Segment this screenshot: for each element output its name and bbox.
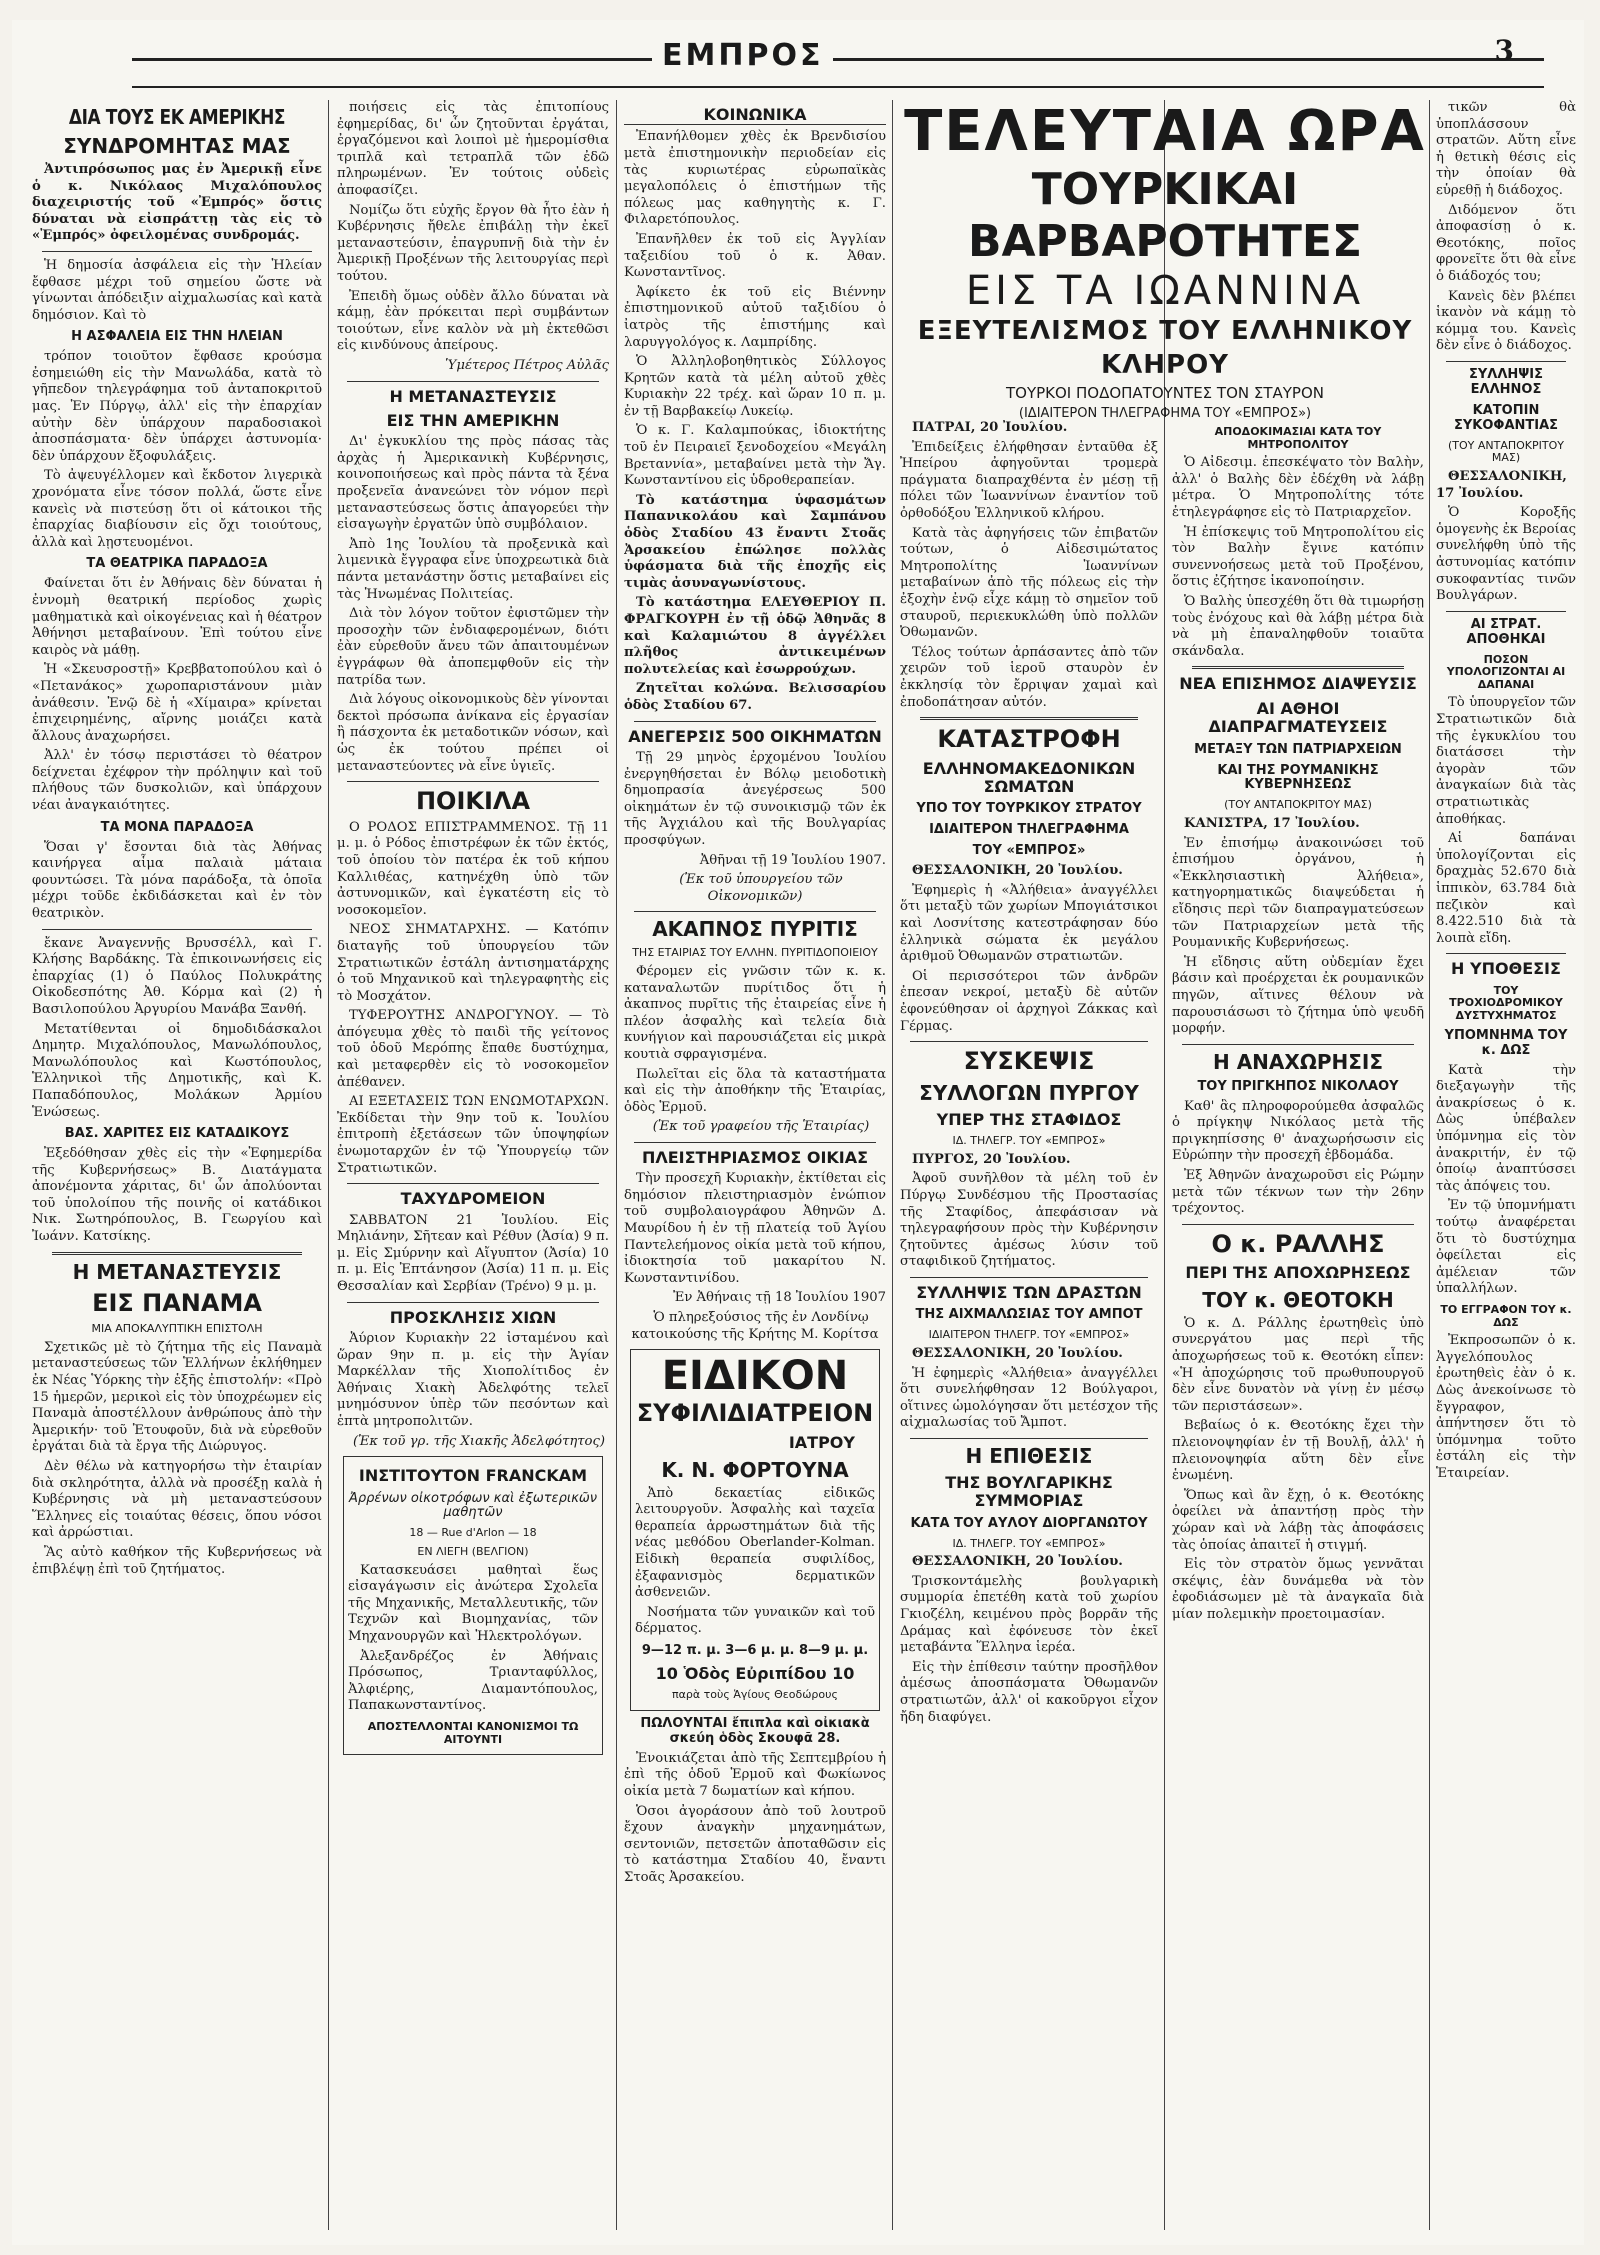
article-paragraph: Δι' ἐγκυκλίου της πρὸς πάσας τὰς ἀρχὰς ἡ Ἀμερικανικὴ Κυβέρνησις, κοινοποιήσεως καὶ πρὸς πάντα τὰ ξένα προξενεῖα ἀνανεώνει τὸν νόμον περὶ μεταναστεύσεως ὅστις ἀπαγορεύει τὴν εἰσαγωγὴν ἐργατῶν ὑπὸ συμβόλαιον. <box>337 434 609 533</box>
dateline: ΘΕΣΣΑΛΟΝΙΚΗ, 20 Ἰουλίου. <box>912 1554 1123 1570</box>
article-paragraph: Τὸ κατάστημα ΕΛΕΥΘΕΡΙΟΥ Π. ΦΡΑΓΚΟΥΡΗ ἐν τῇ ὁδῷ Ἀθηνᾶς 8 καὶ Καλαμιώτου 8 ἀγγέλλει πλῆθος ἀντικειμένων πολυτελείας καὶ ἐσωρρούχων. <box>624 595 886 677</box>
article-paragraph: Τὴν προσεχῆ Κυριακὴν, ἐκτίθεται εἰς δημόσιον πλειστηριασμὸν ἐνώπιον τοῦ συμβολαιογράφου Ἀθηνῶν Δ. Μαυρίδου ἡ ἐν τῇ πλατείᾳ τοῦ Ἁγίου Παντελεήμονος οἰκία μετὰ τοῦ κήπου, ἰδιοκτησία τοῦ μακαρίτου Ν. Κωνσταντινίδου. <box>624 1171 886 1286</box>
article-heading: ΑΚΑΠΝΟΣ ΠΥΡΙΤΙΣ <box>652 917 858 942</box>
divider <box>634 1142 876 1143</box>
article-heading: ΣΥΛΛΗΨΙΣ ΤΩΝ ΔΡΑΣΤΩΝ <box>916 1283 1142 1302</box>
article-heading: ΒΑΣ. ΧΑΡΙΤΕΣ ΕΙΣ ΚΑΤΑΔΙΚΟΥΣ <box>64 1126 290 1142</box>
article-paragraph: Ἀντιπρόσωπος μας ἐν Ἀμερικῇ εἶνε ὁ κ. Νικόλαος Μιχαλόπουλος διαχειριστής τοῦ «Ἐμπρός» ὅστις δύναται νὰ εἰσπράττῃ τὰς εἰς τὸ «Ἐμπρός» ὀφειλομένας συνδρομάς. <box>32 162 322 244</box>
divider <box>634 911 876 912</box>
article-heading: Η ΥΠΟΘΕΣΙΣ <box>1451 959 1561 979</box>
masthead-rule <box>132 58 1544 61</box>
article-heading: Η ΑΣΦΑΛΕΙΑ ΕΙΣ ΤΗΝ ΗΛΕΙΑΝ <box>71 329 283 345</box>
article-paragraph: Κατὰ τὰς ἀφηγήσεις τῶν ἐπιβατῶν τούτων, ὁ Αἰδεσιμώτατος Μητροπολίτης Ἰωαννίνων μεταβαίνων ἀπὸ τῆς πόλεως εἰς τὴν ἐξοχὴν ἐνῷ εἶχε κάμῃ τὸ σημεῖον τοῦ σταυροῦ, περιεκυκλώθη ὑπὸ πολλῶν Ὀθωμανῶν. <box>900 525 1158 641</box>
dateline: ΠΑΤΡΑΙ, 20 Ἰουλίου. <box>912 420 1068 435</box>
divider <box>42 251 312 252</box>
article-paragraph: Καθ' ἃς πληροφορούμεθα ἀσφαλῶς ὁ πρίγκηψ Νικόλαος μετὰ τῆς πριγκηπίσσης θ' ἀναχωρήσωσιν εἰς Εὐρώπην τὴν προσεχῆ ἑβδομάδα. <box>1172 1098 1424 1164</box>
ad-paragraph: Ἀπὸ δεκαετίας εἰδικῶς λειτουργοῦν. Ἀσφαλὴς καὶ ταχεῖα θεραπεία ἀρρωστημάτων διὰ τῆς νέας μεθόδου Oberlander-Kolman. Εἰδικὴ θεραπεία συφιλίδος, ἐξαφανισμὸς δερματικῶν ἀσθενειῶν. <box>635 1485 875 1601</box>
article-paragraph: τρόπον τοιοῦτον ἔφθασε κρούσμα ἐσημειώθη εἰς τὴν Μανωλάδα, κατὰ τὸ γῆπεδον τηλεγράφημα τοῦ ἀνταποκριτοῦ μας. Ἐν Πύργῳ, ἀλλ' εἰς τὴν ἐπαρχίαν αὐτὴν δὲν ὑπάρχουν παραδοσιακοὶ ἀποσπάσματα· δὲν ὑπάρχει ἀστυνομία· δὲν ὑπάρχουν ἔξοφυλάξεις. <box>32 349 322 464</box>
classified-paragraph: Ὁσοι ἀγοράσουν ἀπὸ τοῦ λουτροῦ ἔχουν ἀναγκὴν μηχανημάτων, σεντονιῶν, πετσετῶν ἀποταθῶσιν εἰς τὸ κατάστημα Σταδίου 40, ἔναντι Στοᾶς Ἀρσακείου. <box>624 1803 886 1885</box>
article-heading: ΣΥΝΔΡΟΜΗΤΑΣ ΜΑΣ <box>63 134 291 158</box>
article-paragraph: Ἀφίκετο ἐκ τοῦ εἰς Βιέννην ἐπιστημονικοῦ αὐτοῦ ταξιδίου ὁ ἰατρὸς τῆς ἐπιστήμης καὶ λαρυγγολόγος κ. Λαμπρίδης. <box>624 284 886 350</box>
divider <box>1446 361 1566 362</box>
article-paragraph: Ἡ ἐπίσκεψις τοῦ Μητροπολίτου εἰς τὸν Βαλὴν ἔγινε κατόπιν συνεννοήσεως μετὰ τοῦ Προξένου, ὅστις ἐζήτησε ἱκανοποίησιν. <box>1172 524 1424 590</box>
article-paragraph: Ἐπανῆλθεν ἐκ τοῦ εἰς Ἀγγλίαν ταξειδίου τοῦ ὁ κ. Ἀθαν. Κωνσταντῖνος. <box>624 231 886 281</box>
article-heading: ΠΡΟΣΚΛΗΣΙΣ ΧΙΩΝ <box>389 1307 557 1327</box>
article-paragraph: Εἰς τὴν ἐπίθεσιν ταύτην προσῆλθον ἀμέσως ἀποσπάσματα Ὀθωμανῶν στρατιωτῶν, ἀλλ' οἱ κακοῦργοι εἶχον ἤδη διαφύγει. <box>900 1659 1158 1725</box>
article-paragraph: Ὁ Ἀλληλοβοηθητικὸς Σύλλογος Κρητῶν κατὰ τὰ μέλη αὐτοῦ χθὲς Κυριακὴν 22 τρέχ. καὶ ὥραν 10 π. μ. ἐν τῇ Βαρβακείῳ Λυκείῳ. <box>624 354 886 419</box>
column-5 <box>1172 420 1424 2230</box>
article-paragraph: Ἐκπροσωπῶν ὁ κ. Ἀγγελόπουλος ἐρωτηθεὶς ἐὰν ὁ κ. Δὼς ἀνεκοίνωσε τὸ ἔγγραφον, ἀπήντησεν ὅτι τὸ ὑπόμνημα τοῦτο ἐστάλη εἰς τὴν Ἑταιρείαν. <box>1436 1333 1576 1481</box>
article-heading: ΔΙΑ ΤΟΥΣ ΕΚ ΑΜΕΡΙΚΗΣ <box>68 105 286 129</box>
divider <box>1446 953 1566 954</box>
article-paragraph: Τῇ 29 μηνὸς ἐρχομένου Ἰουλίου ἐνεργηθήσεται ἐν Βόλῳ μειοδοτικὴ δημοπρασία ἀνεγέρσεως 500 οἰκημάτων ἐν τῷ συνοικισμῷ τῶν ἐκ τῆς Ἀγχιάλου καὶ τῆς Βουλγαρίας προσφύγων. <box>624 749 886 848</box>
article-subheading: ΤΟΥ ΠΡΙΓΚΗΠΟΣ ΝΙΚΟΛΑΟΥ <box>1197 1078 1399 1094</box>
divider <box>347 1183 599 1184</box>
dateline: ΘΕΣΣΑΛΟΝΙΚΗ, 20 Ἰουλίου. <box>912 1345 1123 1361</box>
article-heading: Η ΕΠΙΘΕΣΙΣ <box>965 1443 1093 1468</box>
divider <box>1182 1044 1414 1045</box>
ad-heading: ΙΝΣΤΙΤΟΥΤΟΝ FRANCKAM <box>358 1466 588 1486</box>
headline-deck: ΕΞΕΥΤΕΛΙΣΜΟΣ ΤΟΥ ΕΛΛΗΝΙΚΟΥ ΚΛΗΡΟΥ <box>917 316 1413 380</box>
article-heading: ΕΙΣ ΤΗΝ ΑΜΕΡΙΚΗΝ <box>386 410 560 430</box>
advertisement <box>343 1456 603 1755</box>
ad-heading-2: ΣΥΦΙΛΙΔΙΑΤΡΕΙΟΝ <box>636 1399 874 1428</box>
divider <box>347 1302 599 1303</box>
article-credit: ΙΔΙΑΙΤΕΡΟΝ ΤΗΛΕΓΡ. ΤΟΥ «ΕΜΠΡΟΣ» <box>928 1328 1130 1342</box>
headline-deck-2: ΤΟΥΡΚΟΙ ΠΟΔΟΠΑΤΟΥΝΤΕΣ ΤΟΝ ΣΤΑΥΡΟΝ <box>1005 384 1325 402</box>
article-subheading: ΠΟΣΟΝ ΥΠΟΛΟΓΙΖΟΝΤΑΙ ΑΙ ΔΑΠΑΝΑΙ <box>1446 652 1566 691</box>
article-heading: Ο κ. ΡΑΛΛΗΣ <box>1211 1229 1385 1258</box>
article-paragraph: Διδόμενον ὅτι ἀποφασίσῃ ὁ κ. Θεοτόκης, ποῖος φρονεῖτε ὅτι θὰ εἶνε ὁ διάδοχός του; <box>1436 202 1576 284</box>
article-credit: (ΤΟΥ ΑΝΤΑΠΟΚΡΙΤΟΥ ΜΑΣ) <box>1448 438 1564 465</box>
article-subheading: ΤΟΥ κ. ΘΕΟΤΟΚΗ <box>1202 1287 1394 1312</box>
article-heading: ΑΙ ΣΤΡΑΤ. ΑΠΟΘΗΚΑΙ <box>1466 616 1546 647</box>
divider <box>42 929 312 930</box>
article-paragraph: Τὸ ὑπουργεῖον τῶν Στρατιωτικῶν διὰ τῆς ἐγκυκλίου του διατάσσει τὴν ἀγορὰν τῶν ἀναγκαίων διὰ τὰς στρατιωτικὰς ἀποθήκας. <box>1436 695 1576 827</box>
column-6 <box>1436 100 1576 2230</box>
dateline: ΘΕΣΣΑΛΟΝΙΚΗ, 20 Ἰουλίου. <box>912 863 1123 879</box>
masthead <box>12 20 1584 90</box>
ad-paragraph: Κατασκευάσει μαθηταὶ ἕως εἰσαγάγωσιν εἰς ἀνώτερα Σχολεῖα τῆς Μηχανικῆς, Μεταλλευτικῆς, τῶν Τεχνῶν καὶ Βιομηχανίας, τῶν Μηχανουργῶν καὶ Ἠλεκτρολόγων. <box>348 1562 598 1645</box>
divider <box>347 381 599 382</box>
article-paragraph: Διὰ λόγους οἰκονομικοὺς δὲν γίνονται δεκτοὶ πρόσωπα ἀνίκανα εἰς ἐργασίαν ἢ πάσχοντα ἐκ μεταδοτικῶν νόσων, καὶ ὡς ἐκ τούτου πρέπει οἱ μεταναστεύοντες νὰ εἶνε ὑγιεῖς. <box>337 692 609 774</box>
column-4 <box>900 420 1158 2230</box>
article-heading: ΣΥΣΚΕΨΙΣ <box>963 1047 1095 1076</box>
article-paragraph: Ἡ δημοσία ἀσφάλεια εἰς τὴν Ἠλείαν ἔφθασε μέχρι τοῦ σημείου ὥστε νὰ γίνωνται ἀπόδειξιν αἰχμαλωσίας καὶ κατὰ δημόσιον. Καὶ τὸ <box>32 257 322 323</box>
column-3 <box>624 100 886 2230</box>
article-heading: ΣΥΛΛΗΨΙΣ ΕΛΛΗΝΟΣ <box>1468 366 1544 397</box>
column-rule <box>892 100 893 2230</box>
article-heading: ΕΛΛΗΝΟΜΑΚΕΔΟΝΙΚΩΝ ΣΩΜΑΤΩΝ <box>922 758 1136 797</box>
article-paragraph: Ἡ ἐφημερὶς «Ἀλήθεια» ἀναγγέλλει ὅτι συνελήφθησαν 12 Βούλγαροι, οἵτινες ὡμολόγησαν ὅτι μετέσχον τῆς αἰχμαλωσίας τοῦ Ἄμποτ. <box>900 1365 1158 1431</box>
article-credit: ΙΔ. ΤΗΛΕΓΡ. ΤΟΥ «ΕΜΠΡΟΣ» <box>952 1536 1106 1550</box>
article-heading: ΝΕΑ ΕΠΙΣΗΜΟΣ ΔΙΑΨΕΥΣΙΣ <box>1179 674 1417 694</box>
column-2 <box>337 100 609 2230</box>
article-paragraph: Πωλεῖται εἰς ὅλα τὰ καταστήματα καὶ εἰς τὴν ἀποθήκην τῆς Ἑταιρίας, ὁδὸς Ἑρμοῦ. <box>624 1066 886 1115</box>
article-heading: ΑΠΟΔΟΚΙΜΑΣΙΑΙ ΚΑΤΑ ΤΟΥ ΜΗΤΡΟΠΟΛΙΤΟΥ <box>1214 425 1382 451</box>
divider <box>1192 666 1404 669</box>
masthead-rule-bottom <box>132 86 1544 88</box>
article-paragraph: ΝΕΟΣ ΣΗΜΑΤΑΡΧΗΣ. — Κατόπιν διαταγῆς τοῦ ὑπουργείου τῶν Στρατιωτικῶν ἐστάλη ἀντισηματάρχης ὁ τοῦ Μηχανικοῦ καὶ τηλεγραφητὴς εἰς τὸ Μοσχάτον. <box>337 922 609 1004</box>
article-paragraph: Ἐξ Ἀθηνῶν ἀναχωροῦσι εἰς Ρώμην μετὰ τῶν τέκνων των τὴν 26ην τρέχοντος. <box>1172 1168 1424 1217</box>
article-paragraph: Ἀπὸ 1ης Ἰουλίου τὰ προξενικὰ καὶ λιμενικὰ ἔγγραφα εἶνε ὑποχρεωτικὰ διὰ πάντα μετανάστην ὅστις μεταβαίνει εἰς τὰς Ἡνωμένας Πολιτείας. <box>337 536 609 602</box>
ad-location: ΕΝ ΛΙΕΓΗ (ΒΕΛΓΙΟΝ) <box>417 1545 529 1559</box>
column-1 <box>32 100 322 2230</box>
article-paragraph: Ἡ εἴδησις αὕτη οὐδεμίαν ἔχει βάσιν καὶ προέρχεται ἐκ ρουμανικῶν πηγῶν, αἵτινες θέλουν νὰ παρουσιάσωσι τὸ ζήτημα ὑπὸ ψευδῆ μορφήν. <box>1172 954 1424 1037</box>
article-paragraph: Ἐφημερὶς ἡ «Ἀλήθεια» ἀναγγέλλει ὅτι μεταξὺ τῶν χωρίων Μπογιάτσικοι καὶ Λοσνίτσης κατεστράφησαν δύο ἑλληνικὰ σώματα ἐκ μεγάλου ἀριθμοῦ Ὀθωμανῶν στρατιωτῶν. <box>900 882 1158 965</box>
article-paragraph: Κατὰ τὴν διεξαγωγὴν τῆς ἀνακρίσεως ὁ κ. Δὼς ὑπέβαλεν ὑπόμνημα εἰς τὸν ἀνακριτήν, ἐν τῷ ὁποίῳ ἀναπτύσσει τὰς ἀπόψεις του. <box>1436 1062 1576 1194</box>
article-subheading: ΤΗΣ ΒΟΥΛΓΑΡΙΚΗΣ ΣΥΜΜΟΡΙΑΣ <box>945 1472 1113 1511</box>
article-paragraph: Ἂς αὐτὸ καθήκον τῆς Κυβερνήσεως νὰ ἐπιβλέψῃ ἐπὶ τοῦ ζητήματος. <box>32 1544 322 1577</box>
column-rule <box>328 100 329 2230</box>
article-source: (Ἐκ τοῦ γρ. τῆς Χιακῆς Ἀδελφότητος) <box>352 1433 606 1449</box>
article-subheading: ΥΠΟΜΝΗΜΑ ΤΟΥ κ. ΔΩΣ <box>1444 1027 1568 1058</box>
divider <box>52 1252 302 1255</box>
article-paragraph: Τέλος τούτων ἀρπάσαντες ἀπὸ τῶν χειρῶν τοῦ ἱεροῦ σταυρὸν ἐν ἐκκλησίᾳ τὸν ἔρριψαν χαμαὶ καὶ ἐποδοπάτησαν αὐτόν. <box>900 644 1158 710</box>
article-subheading: ΠΕΡΙ ΤΗΣ ΑΠΟΧΩΡΗΣΕΩΣ <box>1185 1263 1411 1283</box>
ad-heading: ΕΙΔΙΚΟΝ <box>661 1353 849 1400</box>
signature: Ὑμέτερος Πέτρος Αὐλᾶς <box>445 357 609 373</box>
article-heading: ΕΙΣ ΠΑΝΑΜΑ <box>92 1288 262 1317</box>
article-heading: ΣΥΛΛΟΓΩΝ ΠΥΡΓΟΥ <box>919 1080 1139 1105</box>
divider <box>1182 1224 1414 1225</box>
article-paragraph: Ὁ Αἰδεσιμ. ἐπεσκέψατο τὸν Βαλὴν, ἀλλ' ὁ Βαλὴς δὲν ἐδέχθη νὰ λάβῃ μέτρα. Ὁ Μητροπολίτης τότε ἐτηλεγράφησε εἰς τὸ Πατριαρχεῖον. <box>1172 455 1424 521</box>
article-paragraph: Ἀλλ' ἐν τόσῳ περιστάσει τὸ θέατρον δείχνεται ἐχέφρον τὴν πρόληψιν καὶ τοῦ πλήθους τῶν δυσκολιῶν, καὶ ὑπάρχουν νέαι ἀναγκαιότητες. <box>32 748 322 814</box>
ad-subheading: Ἀρρένων οἰκοτρόφων καὶ ἐξωτερικῶν μαθητῶν <box>348 1490 598 1521</box>
article-paragraph: Βεβαίως ὁ κ. Θεοτόκης ἔχει τὴν πλειονοψηφίαν ἐν τῇ Βουλῇ, ἀλλ' ἡ πλειονοψηφία αὕτη δὲν εἶνε ἑνωμένη. <box>1172 1418 1424 1484</box>
article-heading: ΚΑΤΑΣΤΡΟΦΗ <box>937 725 1121 754</box>
advertisement <box>630 1349 880 1711</box>
article-paragraph: Ἐν ἐπισήμῳ ἀνακοινώσει τοῦ ἐπισήμου ὀργάνου, ἡ «Ἐκκλησιαστικὴ Ἀλήθεια», κατηγορηματικῶς διαψεύδεται ἡ εἴδησις περὶ τῶν διαπραγματεύσεων τῶν Πατριαρχείων μετὰ τῆς Ρουμανικῆς Κυβερνήσεως. <box>1172 835 1424 951</box>
article-paragraph: Νομίζω ὅτι εὐχῆς ἔργον θὰ ἦτο ἐὰν ἡ Κυβέρνησις ἤθελε ἐπιβάλῃ τὴν ἐκεῖ μεταναστεύσιν, ἐπαγρυπνῇ διὰ τὴν ἐν Ἀμερικῇ Προξένων τῆς λειτουργίας περὶ τούτου. <box>337 202 609 284</box>
column-rule <box>1429 100 1430 2230</box>
newspaper-name: ΕΜΠΡΟΣ <box>652 38 833 73</box>
dateline: ΠΥΡΓΟΣ, 20 Ἰουλίου. <box>912 1151 1071 1167</box>
headline-sub: ΕΙΣ ΤΑ ΙΩΑΝΝΙΝΑ <box>965 268 1365 314</box>
article-paragraph: Ἀθῆναι τῇ 19 Ἰουλίου 1907. <box>699 852 886 868</box>
article-paragraph: Τὸ ἀψευγέλλομεν καὶ ἔκδοτον λιγερικὰ χρονόματα εἶνε τόσον πολλά, ὥστε εἶνε κανεὶς νὰ πιστεύσῃ ὅτι οἱ κάτοικοι τῆς ἐπαρχίας διαβίουσιν εἰς ὄχι τοιούτους, ἀλλὰ καὶ λῃστευομένοι. <box>32 468 322 550</box>
article-paragraph: Σχετικῶς μὲ τὸ ζήτημα τῆς εἰς Παναμὰ μεταναστεύσεως τῶν Ἑλλήνων ἐκλήθημεν ἐκ Νέας Ὑόρκης τὴν ἑξῆς ἐπιστολήν: «Πρὸ 15 ἡμερῶν, μερικοὶ εἰς τὸν ὑποχρέωμεν εἰς Παναμὰ ἀποστέλλουν ἀνθρώπους ἀπὸ τὴν Ἀμερικήν· τοῦ Ἐτουφοῦν, διὰ νὰ εὑρεθοῦν ἐργάται διὰ τὰ ἔργα τῆς Διώρυγος. <box>32 1339 322 1455</box>
article-paragraph: Ἐπιδείξεις ἐλήφθησαν ἐνταῦθα ἐξ Ἠπείρου ἀφηγοῦνται τρομερὰ πράγματα διαπραχθέντα ἐν μέσῃ τῇ πόλει τῶν Ἰωαννίνων ἐναντίον τοῦ ὀρθοδόξου Ἑλληνικοῦ κλήρου. <box>900 439 1158 521</box>
article-paragraph: ΣΑΒΒΑΤΟΝ 21 Ἰουλίου. Εἰς Μηλιάνην, Σῆτεαν καὶ Ρέθυν (Ἀσία) 9 π. μ. Εἰς Σμύρνην καὶ Αἴγυπτον (Ἀσία) 10 π. μ. Εἰς Ἐπτάνησον (Ἀσία) 11 π. μ. Εἰς Θεσσαλίαν καὶ Σερβίαν (Τρένο) 9 μ. μ. <box>337 1212 609 1294</box>
article-paragraph: Φαίνεται ὅτι ἐν Ἀθήναις δὲν δύναται ἡ ἐννομὴ θεατρική περίοδος χωρὶς μαθηματικὰ καὶ οἰκογένειας καὶ ἡ θέατρον Ἀθήνησι μεταβαίνουν. Ἐπὶ τούτου εἶνε καιρὸς νὰ μάθῃ. <box>32 576 322 658</box>
article-paragraph: Ὁ Βαλὴς ὑπεσχέθη ὅτι θὰ τιμωρήσῃ τοὺς ἐνόχους καὶ θὰ λάβῃ μέτρα διὰ νὰ μὴ ἐπαναληφθοῦν τοιαῦτα σκάνδαλα. <box>1172 594 1424 659</box>
dateline: ΘΕΣΣΑΛΟΝΙΚΗ, 17 Ἰουλίου. <box>1436 468 1567 501</box>
article-paragraph: ΤΥΦΕΡΟΥΤΗΣ ΑΝΔΡΟΓΥΝΟΥ. — Τὸ ἀπόγευμα χθὲς τὸ παιδὶ τῆς γείτονος τοῦ ὁδοῦ Μερόπης ἔπαθε δυστύχημα, καὶ μεταφερθὲν εἰς τὸ νοσοκομεῖον ἀπέθανεν. <box>337 1008 609 1090</box>
article-heading: ΑΙ ΑΘΗΟΙ ΔΙΑΠΡΑΓΜΑΤΕΥΣΕΙΣ <box>1208 698 1388 737</box>
ad-address: 10 Ὁδὸς Εὐριπίδου 10 <box>655 1663 855 1683</box>
divider <box>910 1277 1148 1278</box>
article-heading: Η ΑΝΑΧΩΡΗΣΙΣ <box>1213 1049 1383 1074</box>
newspaper-page <box>12 20 1584 2245</box>
article-paragraph: Ὁ Κοροξῆς ὁμογενὴς ἐκ Βεροίας συνελήφθη ὑπὸ τῆς ἀστυνομίας κατόπιν συκοφαντίας τινῶν Βουλγάρων. <box>1436 505 1576 604</box>
page-number: 3 <box>1494 34 1514 67</box>
divider <box>910 1438 1148 1439</box>
article-heading: ΤΑ ΘΕΑΤΡΙΚΑ ΠΑΡΑΔΟΞΑ <box>86 556 268 572</box>
article-paragraph: Ἐπειδὴ ὅμως οὐδὲν ἄλλο δύναται νὰ κάμῃ, ἐὰν πρόκειται περὶ συμβάντων τοιούτων, εἶνε καλὸν νὰ μὴ ἐκτεθῶσι εἰς κινδύνους ἀπείρους. <box>337 288 609 354</box>
article-paragraph: Ὁ πληρεξούσιος τῆς ἐν Λονδίνῳ κατοικούσης τῆς Κρήτης Μ. Κορίτσα <box>631 1310 879 1342</box>
article-paragraph: Ὁ κ. Γ. Καλαμπούκας, ἰδιοκτήτης τοῦ ἐν Πειραιεῖ ξενοδοχείου «Μεγάλη Βρεταννία», μεταβαίνει μετὰ τὴν Ἄγ. Κωνσταντίνου εἰς ὑδροθεραπείαν. <box>624 423 886 489</box>
article-subheading: ΥΠΟ ΤΟΥ ΤΟΥΡΚΙΚΟΥ ΣΤΡΑΤΟΥ <box>916 801 1142 817</box>
article-paragraph: Ἐν Ἀθήναις τῇ 18 Ἰουλίου 1907 <box>673 1290 886 1306</box>
article-paragraph: Ὁ κ. Δ. Ράλλης ἐρωτηθεὶς ὑπὸ συνεργάτου μας περὶ τῆς ἀποχωρήσεως τοῦ κ. Θεοτόκη εἶπεν: «Ἡ ἀποχώρησις τοῦ πρωθυπουργοῦ δὲν εἶνε δυνατὸν νὰ γίνῃ ἐν μέσῳ τῶν περιστάσεων». <box>1172 1315 1424 1414</box>
headline-top: ΤΕΛΕΥΤΑΙΑ ΩΡΑ <box>904 99 1426 164</box>
article-heading: Η ΜΕΤΑΝΑΣΤΕΥΣΙΣ <box>72 1259 282 1284</box>
ad-paragraph: Νοσήματα τῶν γυναικῶν καὶ τοῦ δέρματος. <box>635 1604 875 1637</box>
ad-landmark: παρὰ τοὺς Ἁγίους Θεοδώρους <box>672 1688 838 1702</box>
article-subheading: ΥΠΕΡ ΤΗΣ ΣΤΑΦΙΔΟΣ <box>936 1109 1122 1129</box>
article-credit: (ΤΟΥ ΑΝΤΑΠΟΚΡΙΤΟΥ ΜΑΣ) <box>1224 798 1372 812</box>
article-source: (Ἐκ τοῦ γραφείου τῆς Ἑταιρίας) <box>652 1119 870 1135</box>
article-paragraph: ΑΙ ΕΞΕΤΑΣΕΙΣ ΤΩΝ ΕΝΩΜΟΤΑΡΧΩΝ. Ἐκδίδεται τὴν 9ην τοῦ κ. Ἰουλίου ἐπιτροπὴ ἐξετάσεων τῶν ὑποψηφίων ἐνωμοταρχῶν ἐν τῷ Ὑπουργείῳ τῶν Στρατιωτικῶν. <box>337 1094 609 1176</box>
headline-credit: (ΙΔΙΑΙΤΕΡΟΝ ΤΗΛΕΓΡΑΦΗΜΑ ΤΟΥ «ΕΜΠΡΟΣ») <box>1018 406 1312 421</box>
article-paragraph: Τρισκοντάμελὴς βουλγαρικὴ συμμορία ἐπετέθη κατὰ τοῦ χωρίου Γκιοζέλη, κειμένου πρὸς βορρᾶν τῆς Δράμας καὶ ἐφόνευσε τὸν ἐκεῖ μεταβάντα Ἕλληνα ἱερέα. <box>900 1573 1158 1656</box>
ad-paragraph: Ἀλεξανδρέζος ἐν Ἀθήναις Πρόσωπος, Τριανταφύλλος, Ἀλφιέρης, Διαμαντόπουλος, Παπακωνσταντίνος. <box>348 1648 598 1714</box>
ad-subheading: ΙΑΤΡΟΥ <box>788 1433 855 1453</box>
ad-hours: 9—12 π. μ. 3—6 μ. μ. 8—9 μ. μ. <box>641 1642 869 1658</box>
ad-doctor-name: Κ. Ν. ΦΟΡΤΟΥΝΑ <box>661 1457 849 1482</box>
article-heading: ΠΟΙΚΙΛΑ <box>415 787 531 816</box>
article-paragraph: Ἐπανήλθομεν χθὲς ἐκ Βρενδισίου μετὰ ἐπιστημονικὴν περιοδείαν εἰς τὰς κυριωτέρας εὐρωπαϊκὰς μεγαλοπόλεις ὁ ἐπιστήμων τῆς πόλεως μας καθηγητὴς κ. Γ. Φιλαρετόπουλος. <box>624 129 886 228</box>
article-paragraph: Εἰς τὸν στρατὸν ὅμως γεννᾶται σκέψις, ἐὰν δυνάμεθα νὰ τὸν ἐφοδιάσωμεν μὲ τὰ ἀναγκαῖα διὰ μίαν πολεμικὴν προετοιμασίαν. <box>1172 1557 1424 1622</box>
article-paragraph: Ὅπως καὶ ἂν ἔχῃ, ὁ κ. Θεοτόκης ὀφείλει νὰ ἀπαντήσῃ πρὸς τὴν χώραν καὶ νὰ λάβῃ τὰς ἀποφάσεις τὰς ὁποίας ἀπαιτεῖ ἡ στιγμή. <box>1172 1487 1424 1553</box>
dateline: ΚΑΝΙΣΤΡΑ, 17 Ἰουλίου. <box>1184 816 1360 832</box>
ad-footer: ΑΠΟΣΤΕΛΛΟΝΤΑΙ ΚΑΝΟΝΙΣΜΟΙ ΤΩ ΑΙΤΟΥΝΤΙ <box>367 1720 579 1746</box>
article-paragraph: ποιήσεις εἰς τὰς ἐπιτοπίους ἐφημερίδας, δι' ὧν ζητοῦνται ἐργάται, ἐργαζόμενοι καὶ λοιποὶ μὲ ἡμερομίσθια τριπλᾶ καὶ τετραπλᾶ τῶν ἐδῶ πληρωμένων. Ἐν τούτοις οὐδεὶς ἀποφασίζει. <box>337 100 609 198</box>
article-paragraph: τικῶν θὰ ὑποπλάσσουν στρατῶν. Αὕτη εἶνε ἡ θετικὴ θέσις εἰς τὴν ὁποίαν θὰ εὑρεθῇ ἡ διάδοχος. <box>1436 100 1576 198</box>
article-subheading: ΚΑΙ ΤΗΣ ΡΟΥΜΑΝΙΚΗΣ ΚΥΒΕΡΝΗΣΕΩΣ <box>1217 762 1379 793</box>
divider <box>910 1041 1148 1042</box>
divider <box>347 781 599 782</box>
article-paragraph: Μετατίθενται οἱ δημοδιδάσκαλοι Δημητρ. Μιχαλόπουλος, Μανωλόπουλος, Μανωλόπουλος καὶ Κωστόπουλος, Ἑλληνικοὶ τῆς Δημοτικῆς, καὶ Κ. Παπαδόπουλος, Μολάκων Ἀρμίου Ἑνώσεως. <box>32 1021 322 1120</box>
divider <box>1446 611 1566 612</box>
article-paragraph: Ἀφοῦ συνῆλθον τὰ μέλη τοῦ ἐν Πύργῳ Συνδέσμου τῆς Προστασίας τῆς Σταφίδος, ἀπεφάσισαν νὰ τηλεγραφήσουν πρὸς τὴν Κυβέρνησιν ζητοῦντες ἀμέσως λύσιν τοῦ σταφιδικοῦ ζητήματος. <box>900 1171 1158 1270</box>
classified-paragraph: Ἐνοικιάζεται ἀπὸ τῆς Σεπτεμβρίου ἡ ἐπὶ τῆς ὁδοῦ Ἑρμοῦ καὶ Φωκίωνος οἰκία μετὰ 7 δωματίων καὶ κήπου. <box>624 1750 886 1799</box>
article-subheading: ΤΟΥ ΤΡΟΧΙΟΔΡΟΜΙΚΟΥ ΔΥΣΤΥΧΗΜΑΤΟΣ <box>1449 983 1563 1023</box>
article-credit: ΙΔ. ΤΗΛΕΓΡ. ΤΟΥ «ΕΜΠΡΟΣ» <box>952 1134 1106 1148</box>
divider <box>920 717 1138 720</box>
article-paragraph: ἔκανε Ἀναγεννῇς Βρυσσέλλ, καὶ Γ. Κλήσης Βαρδάκης. Τὰ ἐπικοινωνήσεις εἰς ἐπαρχίας (1) ὁ Παύλος Πολυκράτης Οἰκοδεσπότης Ἀθ. Κόρμα καὶ (2) ἡ Βασιλοπούλου Ἀργυρίου Μανάβα Ξανθή. <box>32 935 322 1017</box>
column-rule <box>616 100 617 2230</box>
headline-main: ΤΟΥΡΚΙΚΑΙ ΒΑΡΒΑΡΟΤΗΤΕΣ <box>967 164 1363 267</box>
article-paragraph: Ἐν τῷ ὑπομνήματι τούτῳ ἀναφέρεται ὅτι τὸ δυστύχημα ὀφείλεται εἰς ἀμέλειαν τῶν ὑπαλλήλων. <box>1436 1198 1576 1297</box>
article-paragraph: Ἀύριον Κυριακὴν 22 ἰσταμένου καὶ ὥραν 9ην π. μ. εἰς τὴν Ἁγίαν Μαρκέλλαν τῆς Χιοπολίτιδος ἐν Ἀθήναις Χιακὴ Ἀδελφότης τελεῖ μνημόσυνον ὑπὲρ τῶν πεσόντων καὶ ἑπτὰ μητροπολιτῶν. <box>337 1330 609 1429</box>
article-heading: ΑΝΕΓΕΡΣΙΣ 500 ΟΙΚΗΜΑΤΩΝ <box>628 726 882 746</box>
article-heading: ΚΑΤΟΠΙΝ ΣΥΚΟΦΑΝΤΙΑΣ <box>1453 402 1559 433</box>
article-paragraph: Ἐξεδόθησαν χθὲς εἰς τὴν «Ἐφημερίδα τῆς Κυβερνήσεως» Β. Διατάγματα ἀπονέμοντα χάριτας, δι' ὧν ἀπολύονται τοῦ ὑπολοίπου τῆς ποινῆς οἱ κατάδικοι Νικ. Σωτηρόπουλος, Β. Γεωργίου καὶ Ἰωάνν. Κατσίκης. <box>32 1146 322 1244</box>
classified-heading: ΠΩΛΟΥΝΤΑΙ ἔπιπλα καὶ οἰκιακὰ σκεύη ὁδὸς Σκουφᾶ 28. <box>640 1715 870 1746</box>
article-subheading: ΤΗΣ ΕΤΑΙΡΙΑΣ ΤΟΥ ΕΛΛΗΝ. ΠΥΡΙΤΙΔΟΠΟΙΕΙΟΥ <box>632 946 878 960</box>
article-subheading: ΚΑΤΑ ΤΟΥ ΑΥΛΟΥ ΔΙΟΡΓΑΝΩΤΟΥ <box>910 1515 1148 1531</box>
article-subheading: ΤΟ ΕΓΓΡΑΦΟΝ ΤΟΥ κ. ΔΩΣ <box>1440 1302 1572 1329</box>
divider <box>634 721 876 722</box>
article-paragraph: Κανεὶς δὲν βλέπει ἱκανὸν νὰ κάμῃ τὸ κόμμα του. Κανεὶς δὲν εἶνε ὁ διάδοχος. <box>1436 288 1576 354</box>
article-subheading: ΤΗΣ ΑΙΧΜΑΛΩΣΙΑΣ ΤΟΥ ΑΜΠΟΤ <box>915 1307 1143 1323</box>
article-subheading: ΙΔΙΑΙΤΕΡΟΝ ΤΗΛΕΓΡΑΦΗΜΑ <box>929 822 1129 838</box>
article-paragraph: Αἱ δαπάναι ὑπολογίζονται εἰς δραχμὰς 52.670 διὰ ἱππικὸν, 63.784 διὰ πεζικὸν καὶ 8.422.510 διὰ τὰ λοιπὰ εἴδη. <box>1436 831 1576 946</box>
article-paragraph: Τὸ κατάστημα ὑφασμάτων Παπανικολάου καὶ Σαμπάνου ὁδὸς Σταδίου 43 ἔναντι Στοᾶς Ἀρσακείου ἐπώλησε πολλὰς ὑφάσματα διὰ τῆς ἐποχῆς εἰς τιμὰς ἀσυναγωνίστους. <box>624 492 886 591</box>
ad-address: 18 — Rue d'Arlon — 18 <box>409 1526 537 1540</box>
article-subheading: ΤΟΥ «ΕΜΠΡΟΣ» <box>972 843 1086 859</box>
article-paragraph: Διὰ τὸν λόγον τοῦτον ἐφιστῶμεν τὴν προσοχὴν τῶν ἐνδιαφερομένων, διότι ἐὰν εὑρεθοῦν ἄνευ τῶν ἀπαιτουμένων ἐγγράφων θὰ ἀποπεμφθοῦν εἰς τὴν πατρίδα των. <box>337 606 609 688</box>
article-paragraph: Οἱ περισσότεροι τῶν ἀνδρῶν ἐπεσαν νεκροί, μεταξὺ δὲ αὐτῶν ἐφονεύθησαν οἱ ἀρχηγοὶ Ζάκκας καὶ Γέρμας. <box>900 968 1158 1034</box>
article-heading: ΤΑΧΥΔΡΟΜΕΙΟΝ <box>400 1189 546 1209</box>
article-heading: ΤΑ ΜΟΝΑ ΠΑΡΑΔΟΞΑ <box>100 819 254 835</box>
article-source: (Ἐκ τοῦ ὑπουργείου τῶν Οἰκονομικῶν) <box>679 872 843 904</box>
article-paragraph: Ο ΡΟΔΟΣ ΕΠΙΣΤΡΑΜΜΕΝΟΣ. Τῇ 11 μ. μ. ὁ Ρόδος ἐπιστρέφων ἐκ τῶν ἐκτός, τοῦ ὁποίου τὸν πατέρα ἐκ τοῦ κήπου Καλλιθέας, κατηνέχθη ὑπὸ τῶν ἀστυνομικῶν, καὶ ἐγκατέστη εἰς τὸ νοσοκομεῖον. <box>337 819 609 918</box>
article-paragraph: Ὅσαι γ' ἔσονται διὰ τὰς Ἀθήνας καινήργεα αἷμα παλαιὰ μάταια φουντώσει. Τὰ μόνα παράδοξα, τὰ ὁποῖα μέχρι τοῦδε ἐκδιδάσκεται καὶ ἐν τὸν θεατρικὸν. <box>32 839 322 921</box>
section-heading: ΚΟΙΝΩΝΙΚΑ <box>624 106 886 125</box>
article-paragraph: Δὲν θέλω νὰ κατηγορήσω τὴν ἑταιρίαν διὰ σκληρότητα, ἀλλὰ νὰ προσέξῃ καλὰ ἡ Κυβέρνησις νὰ μὴ μεταναστεύσουν Ἕλληνες εἰς τοιαύτας θέσεις, ὅπου νόσοι καὶ ἀρρώστιαι. <box>32 1458 322 1541</box>
lead-headline <box>902 100 1428 424</box>
article-subheading: ΜΙΑ ΑΠΟΚΑΛΥΠΤΙΚΗ ΕΠΙΣΤΟΛΗ <box>91 1322 263 1336</box>
article-heading: Η ΜΕΤΑΝΑΣΤΕΥΣΙΣ <box>389 386 557 406</box>
article-heading: ΠΛΕΙΣΤΗΡΙΑΣΜΟΣ ΟΙΚΙΑΣ <box>641 1147 869 1167</box>
article-paragraph: Ἡ «Σκευσροστῇ» Κρεββατοπούλου καὶ ὁ «Πετανάκος» χωροπαριστάνουν μιὰν ἀνάθεσιν. Ἐνῷ δὲ ἡ «Χίμαιρα» κρίνεται ἐπιχειρημένης, αἴρνης μοιάζει κατὰ ἄλλους ἀναχωρήσει. <box>32 662 322 744</box>
article-paragraph: Ζητεῖται κολώνα. Βελισσαρίου ὁδὸς Σταδίου 67. <box>624 681 886 713</box>
article-subheading: ΜΕΤΑΞΥ ΤΩΝ ΠΑΤΡΙΑΡΧΕΙΩΝ <box>1194 741 1402 757</box>
article-paragraph: Φέρομεν εἰς γνῶσιν τῶν κ. κ. καταναλωτῶν πυρίτιδος ὅτι ἡ ἀκαπνος πυρῖτις τῆς ἐταιρείας εἶνε ἡ πλέον ἀσφαλὴς καὶ τελεία διὰ κυνήγιον καὶ παρουσιάζεται εἰς μικρὰ κουτιὰ σφραγισμένα. <box>624 963 886 1062</box>
